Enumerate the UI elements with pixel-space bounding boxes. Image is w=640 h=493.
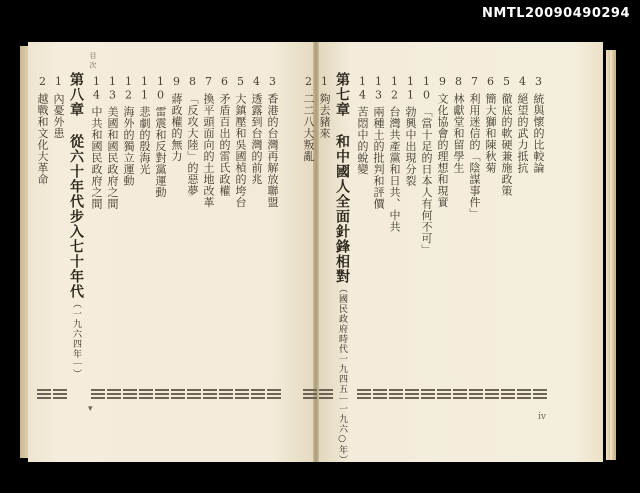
toc-entry [91,75,102,210]
toc-entry [139,75,150,175]
page-number-mark [501,389,515,407]
toc-entry-number: 2 [36,75,49,89]
page-number-mark [219,389,233,407]
toc-entry-number: 9 [436,75,449,89]
toc-entry-title: 雷震和反對黨運動 [154,106,167,198]
page-number-mark [235,389,249,407]
toc-entry [437,75,448,208]
toc-entry-title: 矛盾百出的雷氏政權 [218,92,231,196]
toc-entry-number: 5 [500,75,513,89]
page-number-mark [155,389,169,407]
toc-entry [303,75,314,162]
toc-entry-title: 徹底的軟硬兼施政策 [500,92,513,196]
toc-entry [373,75,384,210]
page-number-mark [91,389,105,407]
toc-entry [219,75,230,196]
toc-entry-number: 3 [266,75,279,89]
toc-entry-number: 10 [154,75,167,102]
page-number-mark [485,389,499,407]
toc-entry-number: 10 [420,75,433,102]
toc-entry-number: 2 [302,75,315,89]
toc-entry [501,75,512,196]
toc-entry [485,75,496,173]
left-folio: ▾ [88,404,93,414]
toc-entry-number: 1 [52,75,65,89]
toc-entry-title: 透露到台灣的前兆 [250,92,263,185]
toc-entry-number: 14 [356,75,369,102]
chapter-heading [69,72,83,379]
chapter-title: 和中國人全面針鋒相對 [334,134,350,284]
toc-entry-title: 中共和國民政府之間 [90,106,103,210]
toc-entry [53,75,64,139]
toc-entry-number: 8 [452,75,465,89]
toc-entry [405,75,416,187]
toc-entry-number: 14 [90,75,103,102]
toc-entry [251,75,262,185]
toc-entry-title: 台灣共產黨和日共、中共 [388,106,401,233]
chapter-label: 第七章 [334,72,350,117]
toc-entry-title: 海外的獨立運動 [122,106,135,187]
toc-entry-title: 絕望的武力抵抗 [516,92,529,173]
toc-entry [187,75,198,196]
toc-entry-number: 6 [484,75,497,89]
toc-entry [421,75,432,256]
toc-entry-number: 3 [532,75,545,89]
toc-entry [453,75,464,173]
toc-entry-title: 大鎮壓和吳國楨的垮台 [234,92,247,208]
toc-entry-number: 8 [186,75,199,89]
chapter-heading [335,72,349,465]
toc-entry [37,75,48,185]
page-header: 目 次 [89,52,97,69]
page-number-mark [389,389,403,407]
toc-entry-title: 林獻堂和留學生 [452,92,465,173]
toc-entry-title: 換平頭面向的土地改革 [202,92,215,208]
toc-entry-number: 7 [468,75,481,89]
right-folio: iv [538,412,546,422]
toc-entry [171,75,182,162]
page-number-mark [139,389,153,407]
chapter-years: （國民政府時代一九四五｜一九六○年） [337,284,347,465]
toc-entry-number: 11 [138,75,151,102]
toc-entry-number: 4 [516,75,529,89]
page-number-mark [405,389,419,407]
toc-entry-title: 美國和國民政府之間 [106,106,119,210]
toc-entry [203,75,214,208]
toc-entry-number: 12 [388,75,401,102]
page-number-mark [373,389,387,407]
toc-entry-title: 悲劇的殷海光 [138,106,151,175]
toc-entry-number: 1 [318,75,331,89]
page-number-mark [37,389,51,407]
page-number-mark [171,389,185,407]
toc-entry [107,75,118,210]
toc-entry-title: 利用迷信的「陰謀事件」 [468,92,481,219]
toc-entry-number: 9 [170,75,183,89]
page-number-mark [469,389,483,407]
page-number-mark [203,389,217,407]
toc-entry-title: 夠去豬來 [318,92,331,139]
toc-entry [123,75,134,187]
page-number-mark [437,389,451,407]
page-number-mark [517,389,531,407]
page-number-mark [267,389,281,407]
toc-entry-number: 13 [106,75,119,102]
page-number-mark [533,389,547,407]
chapter-years: （一九六四年｜） [71,299,81,379]
toc-entry [357,75,368,175]
toc-entry-title: 簡大獅和陳秋菊 [484,92,497,173]
toc-entry-title: 「反攻大陸」的惡夢 [186,92,199,196]
page-number-mark [53,389,67,407]
toc-entry-title: 統與懷的比較論 [532,92,545,173]
archive-id-watermark: NMTL20090490294 [482,6,630,21]
book-edge-right [606,50,616,460]
toc-entry-number: 13 [372,75,385,102]
toc-entry-number: 11 [404,75,417,102]
page-number-mark [357,389,371,407]
toc-entry-number: 6 [218,75,231,89]
toc-entry-title: 內憂外患 [52,92,65,139]
toc-entry-title: 苦悶中的蛻變 [356,106,369,175]
toc-entry-title: 越戰和文化大革命 [36,92,49,185]
page-number-mark [319,389,333,407]
page-number-mark [251,389,265,407]
toc-entry [533,75,544,173]
toc-entry [155,75,166,198]
toc-entry-number: 4 [250,75,263,89]
chapter-title: 從六十年代步入七十年代 [68,134,84,299]
toc-entry [267,75,278,208]
toc-entry-number: 12 [122,75,135,102]
toc-entry [235,75,246,208]
toc-entry [389,75,400,233]
toc-entry [517,75,528,173]
toc-entry-title: 兩種土的批判和評價 [372,106,385,210]
toc-entry-title: 勃興中出現分裂 [404,106,417,187]
page-number-mark [187,389,201,407]
toc-entry-title: 文化協會的理想和現實 [436,92,449,208]
chapter-label: 第八章 [68,72,84,117]
toc-entry-title: 二二八大叛亂 [302,92,315,162]
toc-entry-number: 5 [234,75,247,89]
toc-entry-title: 蔣政權的無力 [170,92,183,162]
page-number-mark [107,389,121,407]
page-number-mark [303,389,317,407]
toc-entry-title: 「當十足的日本人有何不可」 [420,106,433,256]
toc-entry [469,75,480,219]
toc-entry [319,75,330,139]
page-number-mark [453,389,467,407]
page-number-mark [123,389,137,407]
toc-entry-number: 7 [202,75,215,89]
page-number-mark [421,389,435,407]
toc-entry-title: 香港的台灣再解放聯盟 [266,92,279,208]
